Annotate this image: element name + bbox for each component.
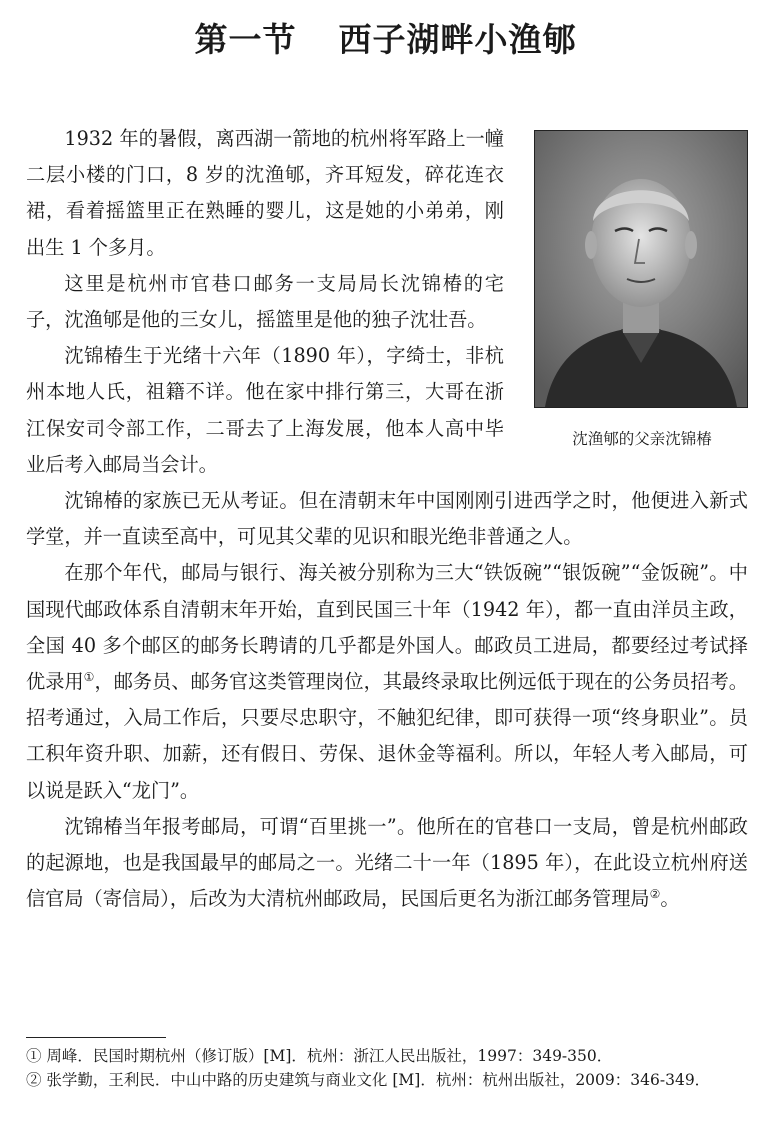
footnote-rule <box>26 1037 166 1038</box>
section-title: 西子湖畔小渔郇 <box>338 20 577 59</box>
paragraph-6-text: 沈锦椿当年报考邮局，可谓“百里挑一”。他所在的官巷口一支局，曾是杭州邮政的起源地，也是我国最早的邮局之一。光绪二十一年（1895 年），在此设立杭州府送信官局（寄信局），后改为大清杭州邮政局，民国后更名为浙江邮务管理局 <box>26 814 748 911</box>
section-label: 第一节 <box>194 20 297 59</box>
footnote-1: ① 周峰．民国时期杭州（修订版）[M]．杭州：浙江人民出版社，1997：349-350． <box>26 1047 613 1065</box>
footnote-ref-1[interactable]: ① <box>83 670 95 685</box>
paragraph-1: 1932 年的暑假，离西湖一箭地的杭州将军路上一幢二层小楼的门口，8 岁的沈渔郇，齐耳短发，碎花连衣裙，看着摇篮里正在熟睡的婴儿，这是她的小弟弟，刚出生 1 个多月。 <box>26 127 504 259</box>
paragraph-6-text-cont: 。 <box>660 887 680 911</box>
body-text <box>26 121 748 917</box>
figure-caption: 沈渔郇的父亲沈锦椿 <box>572 430 712 448</box>
footnote-2: ② 张学勤，王利民．中山中路的历史建筑与商业文化 [M]．杭州：杭州出版社，2009：346-349． <box>26 1071 711 1089</box>
section-heading <box>0 14 771 61</box>
paragraph-5 <box>26 555 748 808</box>
paragraph-4: 沈锦椿的家族已无从考证。但在清朝末年中国刚刚引进西学之时，他便进入新式学堂，并一直读至高中，可见其父辈的见识和眼光绝非普通之人。 <box>26 489 748 549</box>
paragraph-6 <box>26 809 748 918</box>
paragraph-5-text-cont: ，邮务员、邮务官这类管理岗位，其最终录取比例远低于现在的公务员招考。招考通过，入局工作后，只要尽忠职守，不触犯纪律，即可获得一项“终身职业”。员工积年资升职、加薪，还有假日、劳保、退休金等福利。所以，年轻人考入邮局，可以说是跃入“龙门”。 <box>26 670 748 802</box>
footnotes <box>26 1044 748 1092</box>
paragraph-5-text: 在那个年代，邮局与银行、海关被分别称为三大“铁饭碗”“银饭碗”“金饭碗”。中国现代邮政体系自清朝末年开始，直到民国三十年（1942 年），都一直由洋员主政，全国 40 多个邮区的邮务长聘请的几乎都是外国人。邮政员工进局，都要经过考试择优录用 <box>26 561 748 694</box>
portrait-photo <box>534 130 748 408</box>
paragraph-3: 沈锦椿生于光绪十六年（1890 年），字绮士，非杭州本地人氏，祖籍不详。他在家中排行第三，大哥在浙江保安司令部工作，二哥去了上海发展，他本人高中毕业后考入邮局当会计。 <box>26 344 504 476</box>
footnote-ref-2[interactable]: ② <box>649 887 661 902</box>
figure <box>528 130 748 450</box>
paragraph-2: 这里是杭州市官巷口邮务一支局局长沈锦椿的宅子，沈渔郇是他的三女儿，摇篮里是他的独子沈壮吾。 <box>26 271 504 332</box>
